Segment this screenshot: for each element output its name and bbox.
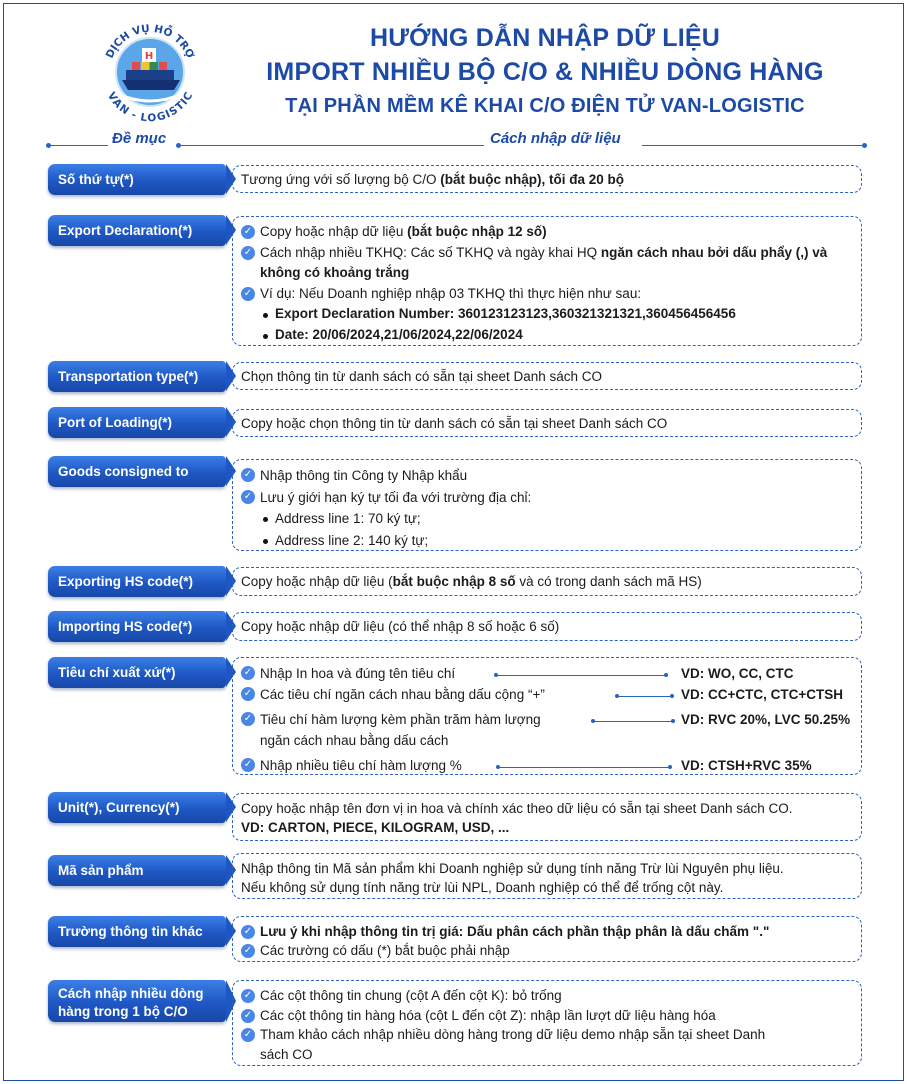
bullet-text: Export Declaration Number: 360123123123,360321321321,360456456456	[275, 306, 736, 321]
content-nhieu-dong	[232, 980, 862, 1066]
text-bold: (bắt buộc nhập 12 số)	[407, 224, 547, 239]
label-importing-hs: Importing HS code(*)	[48, 611, 226, 642]
check-icon: ✓	[241, 712, 255, 726]
text-bold: VD: CARTON, PIECE, KILOGRAM, USD, ...	[241, 820, 510, 835]
divider-dot	[176, 143, 181, 148]
ship-logo-icon	[96, 12, 204, 126]
label-transportation-type: Transportation type(*)	[48, 361, 226, 392]
check-icon: ✓	[241, 468, 255, 482]
text: Copy hoặc nhập tên đơn vị in hoa và chính xác theo dữ liệu có sẵn tại sheet Danh sách CO.	[241, 801, 793, 816]
text: Nhập thông tin Công ty Nhập khẩu	[260, 468, 468, 483]
label-unit-currency: Unit(*), Currency(*)	[48, 792, 226, 823]
text: Copy hoặc nhập dữ liệu (	[241, 574, 393, 589]
example-text: VD: CTSH+RVC 35%	[681, 758, 812, 773]
logo-arc-top: DỊCH VỤ HỖ TRỢ	[103, 22, 197, 61]
content-goods-consigned	[232, 459, 862, 551]
check-icon: ✓	[241, 758, 255, 772]
check-icon: ✓	[241, 666, 255, 680]
arrow-connector	[593, 721, 673, 722]
label-goods-consigned: Goods consigned to	[48, 456, 226, 487]
bullet-text: Address line 1: 70 ký tự;	[275, 511, 421, 526]
text: Tiêu chí hàm lượng kèm phần trăm hàm lượng	[260, 712, 541, 727]
label-port-of-loading: Port of Loading(*)	[48, 407, 226, 438]
text: Nhập In hoa và đúng tên tiêu chí	[260, 666, 456, 681]
content-truong-khac	[232, 916, 862, 962]
text: Ví dụ: Nếu Doanh nghiệp nhập 03 TKHQ thì thực hiện như sau:	[260, 285, 642, 301]
content-transportation-type	[232, 362, 862, 390]
check-icon: ✓	[241, 1028, 255, 1042]
check-icon: ✓	[241, 490, 255, 504]
text: Các cột thông tin chung (cột A đến cột K): bỏ trống	[260, 988, 562, 1003]
text: sách CO	[260, 1046, 313, 1062]
content-ma-san-pham	[232, 853, 862, 899]
text-bold: ngăn cách nhau bởi dấu phẩy (,) và	[600, 244, 828, 260]
check-icon: ✓	[241, 287, 255, 301]
text: Các tiêu chí ngăn cách nhau bằng dấu cộng “+”	[260, 687, 545, 702]
check-icon: ✓	[241, 1009, 255, 1023]
example-text: VD: CC+CTC, CTC+CTSH	[681, 687, 844, 702]
text: ngăn cách nhau bằng dấu cách	[260, 733, 449, 748]
text: Chọn thông tin từ danh sách có sẵn tại sheet Danh sách CO	[241, 369, 603, 384]
text: Nhập nhiều tiêu chí hàm lượng %	[260, 758, 462, 773]
label-tieu-chi: Tiêu chí xuất xứ(*)	[48, 657, 226, 688]
title-line-2: IMPORT NHIỀU BỘ C/O & NHIỀU DÒNG HÀNG	[266, 58, 824, 86]
label-nhieu-dong	[48, 980, 226, 1022]
divider-line	[48, 145, 108, 146]
check-icon: ✓	[241, 246, 255, 260]
logo-arc-bottom: VAN - LOGISTIC	[104, 90, 196, 125]
divider-line	[178, 145, 484, 146]
text-bold: bắt buộc nhập 8 số	[392, 574, 516, 589]
divider-dot	[862, 143, 867, 148]
content-tieu-chi	[232, 657, 862, 775]
title-block	[205, 20, 885, 124]
content-export-declaration	[232, 216, 862, 346]
check-icon: ✓	[241, 989, 255, 1003]
label-so-thu-tu: Số thứ tự(*)	[48, 164, 226, 195]
content-importing-hs	[232, 612, 862, 641]
content-so-thu-tu	[232, 165, 862, 193]
label-ma-san-pham: Mã sản phẩm	[48, 855, 226, 886]
text-bold: Lưu ý khi nhập thông tin trị giá: Dấu phân cách phần thập phân là dấu chấm "."	[260, 924, 770, 939]
arrow-connector	[496, 675, 666, 676]
text: Tương ứng với số lượng bộ C/O	[241, 172, 441, 187]
text: Lưu ý giới hạn ký tự tối đa với trường địa chỉ:	[260, 489, 532, 505]
label-export-declaration: Export Declaration(*)	[48, 215, 226, 246]
text: Copy hoặc nhập dữ liệu	[260, 224, 408, 239]
text: Cách nhập nhiều TKHQ: Các số TKHQ và ngày khai HQ	[260, 244, 601, 260]
divider-line	[642, 145, 864, 146]
arrow-connector	[498, 767, 670, 768]
text: Nếu không sử dụng tính năng trừ lùi NPL, Doanh nghiệp có thể để trống cột này.	[241, 880, 724, 895]
example-text: VD: WO, CC, CTC	[681, 666, 794, 681]
bullet-text: Date: 20/06/2024,21/06/2024,22/06/2024	[275, 326, 523, 342]
text: Copy hoặc chọn thông tin từ danh sách có sẵn tại sheet Danh sách CO	[241, 416, 668, 431]
label-line: Cách nhập nhiều dòng	[58, 986, 204, 1001]
text: Nhập thông tin Mã sản phẩm khi Doanh nghiệp sử dụng tính năng Trừ lùi Nguyên phụ liệu.	[241, 861, 784, 876]
column-head-left: Đề mục	[112, 130, 167, 147]
title-line-1: HƯỚNG DẪN NHẬP DỮ LIỆU	[369, 24, 721, 52]
label-exporting-hs: Exporting HS code(*)	[48, 566, 226, 597]
check-icon: ✓	[241, 944, 255, 958]
content-port-of-loading	[232, 409, 862, 437]
column-head-right: Cách nhập dữ liệu	[490, 130, 621, 147]
text: Tham khảo cách nhập nhiều dòng hàng trong dữ liệu demo nhập sẵn tại sheet Danh	[260, 1027, 766, 1042]
svg-text:H: H	[144, 51, 154, 62]
label-line: hàng trong 1 bộ C/O	[58, 1004, 188, 1019]
text-bold: không có khoảng trắng	[260, 265, 410, 280]
text: Các cột thông tin hàng hóa (cột L đến cột Z): nhập lần lượt dữ liệu hàng hóa	[260, 1007, 716, 1023]
text-bold: (bắt buộc nhập), tối đa 20 bộ	[440, 172, 624, 187]
text: Các trường có dấu (*) bắt buộc phải nhập	[260, 943, 510, 958]
example-text: VD: RVC 20%, LVC 50.25%	[681, 712, 851, 727]
arrow-connector	[617, 696, 672, 697]
text: Copy hoặc nhập dữ liệu (có thể nhập 8 số hoặc 6 số)	[241, 619, 560, 634]
check-icon: ✓	[241, 925, 255, 939]
bullet-text: Address line 2: 140 ký tự;	[275, 532, 429, 548]
title-line-3: TẠI PHẦN MỀM KÊ KHAI C/O ĐIỆN TỬ VAN-LOGISTIC	[285, 95, 805, 117]
content-unit-currency	[232, 793, 862, 841]
content-exporting-hs	[232, 567, 862, 596]
text: và có trong danh sách mã HS)	[515, 574, 702, 589]
check-icon: ✓	[241, 225, 255, 239]
check-icon: ✓	[241, 687, 255, 701]
label-truong-khac: Trường thông tin khác	[48, 916, 226, 947]
